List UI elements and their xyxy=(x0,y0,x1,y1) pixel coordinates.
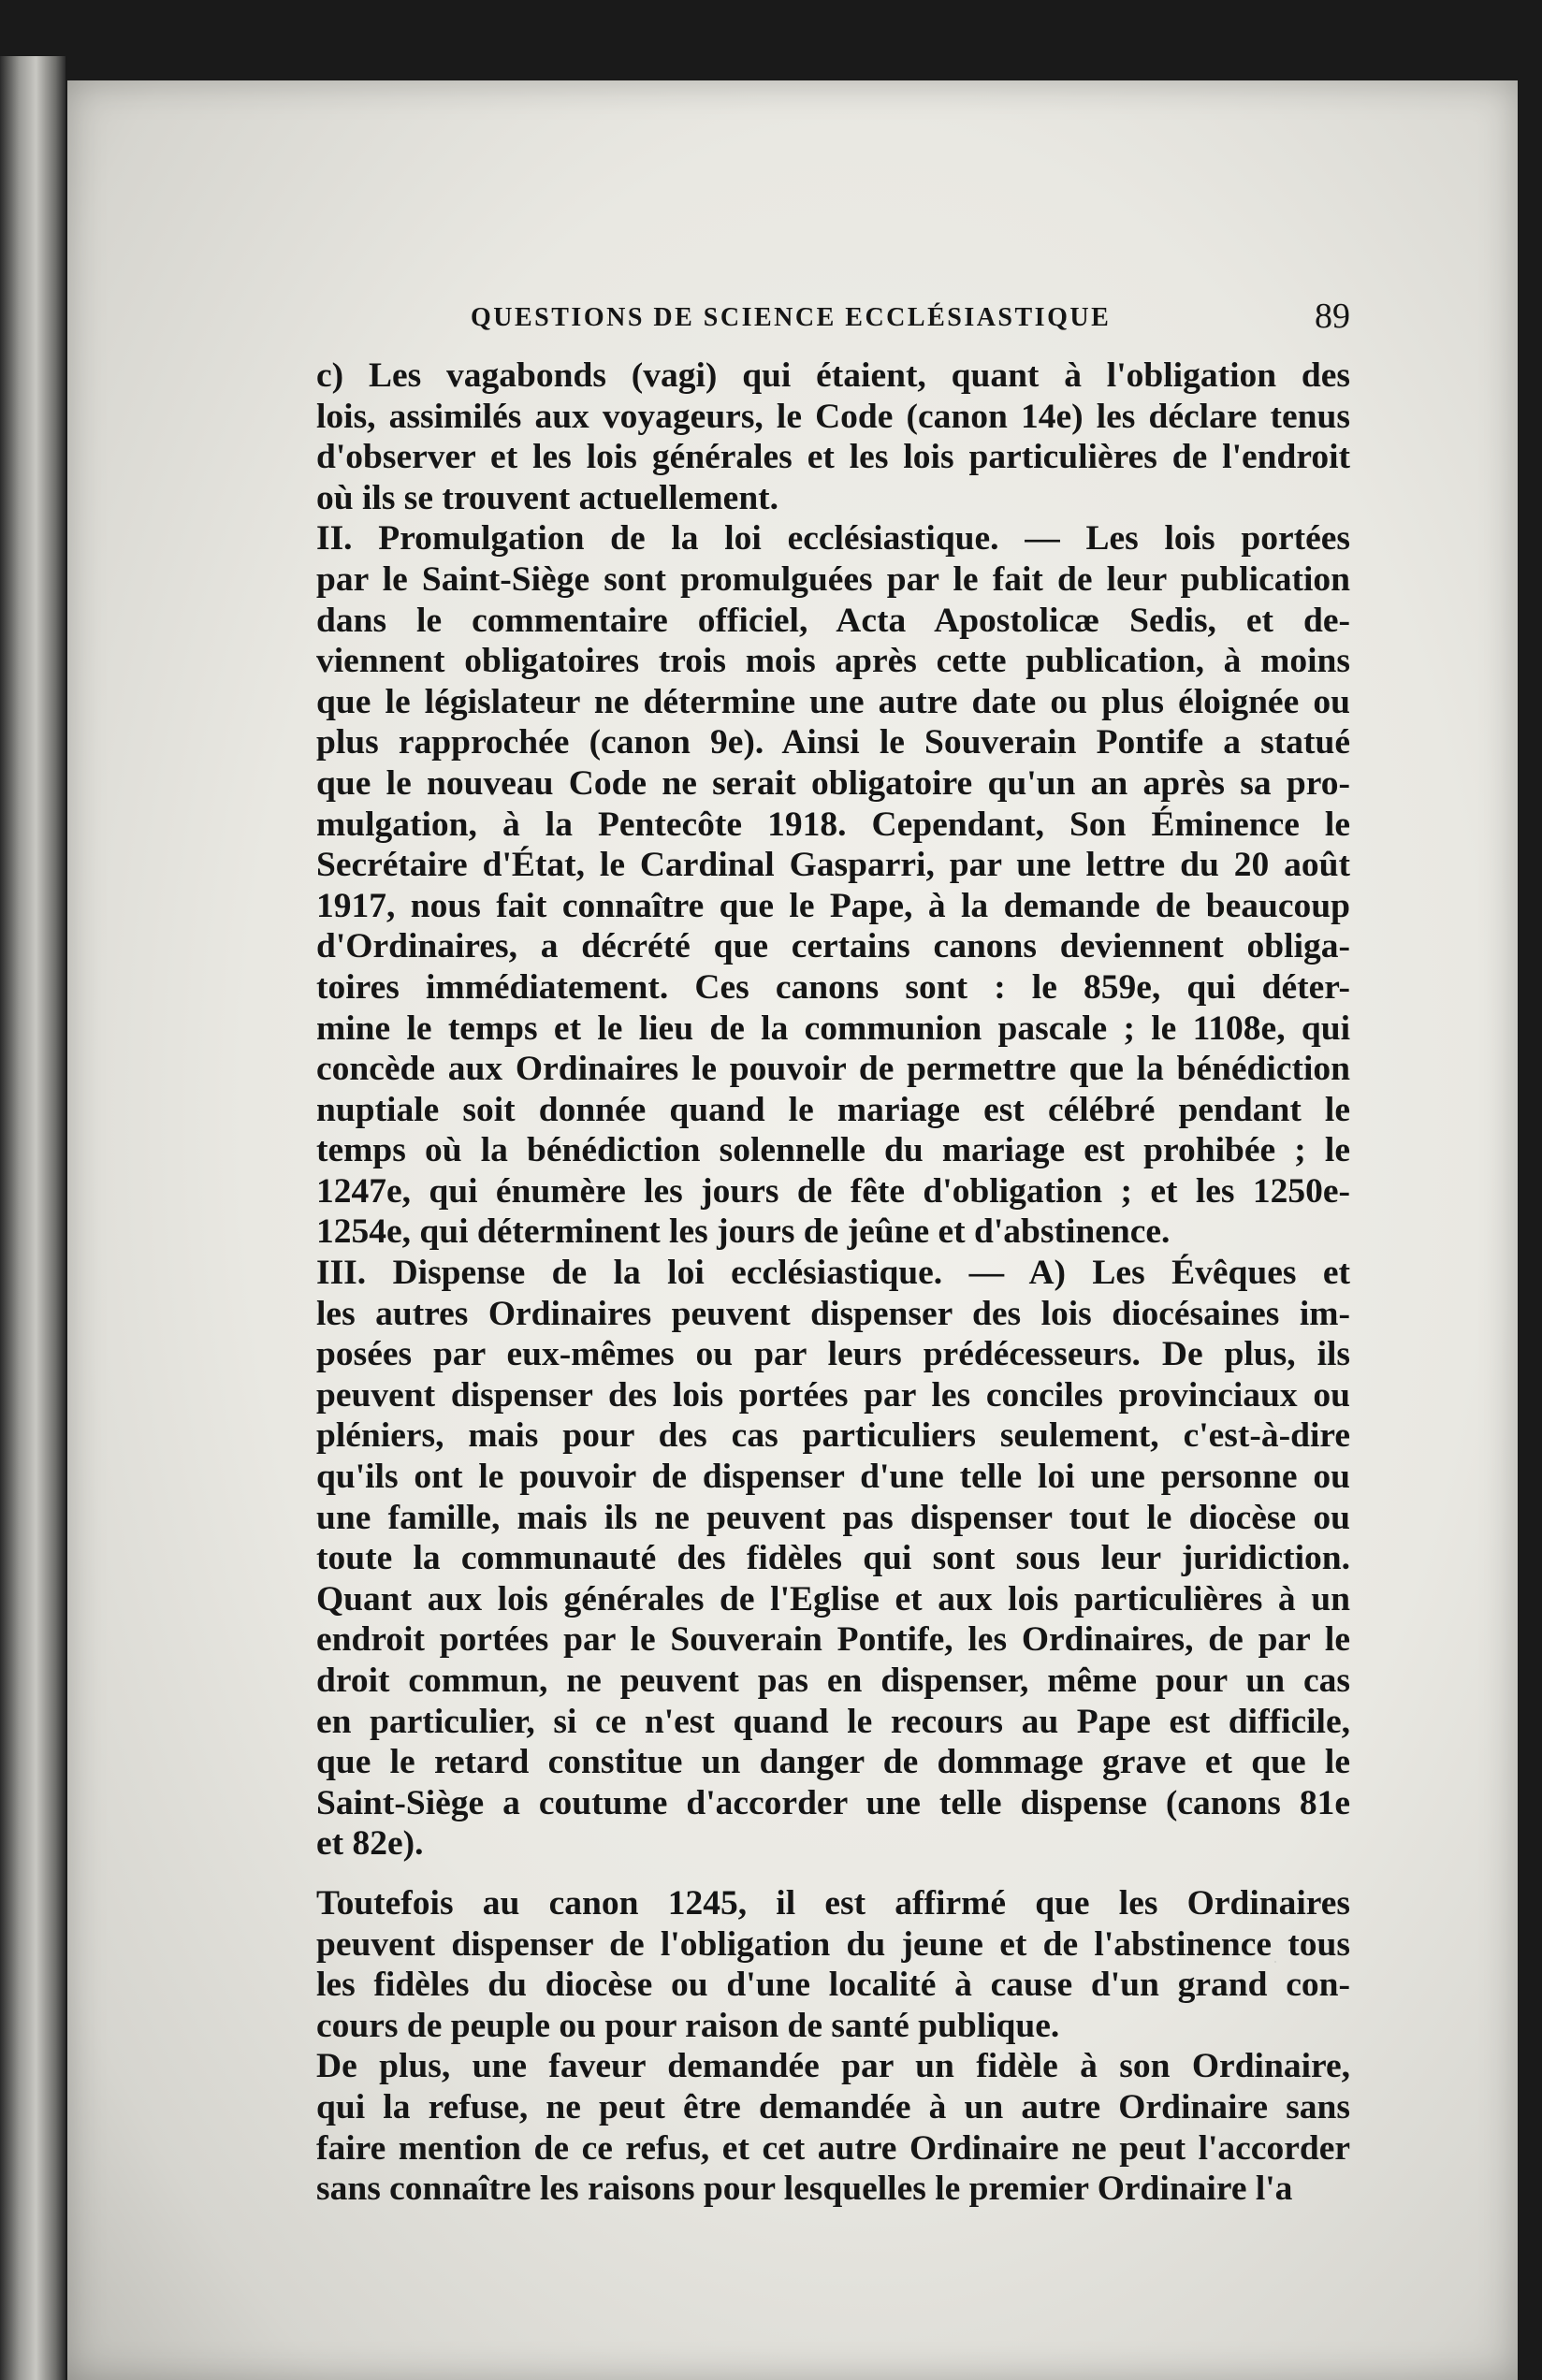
text-line: Quant aux lois générales de l'Eglise et aux lois particulières à un xyxy=(316,1579,1350,1618)
text-line: cours de peuple ou pour raison de santé publique. xyxy=(316,2006,1060,2045)
text-line: sans connaître les raisons pour lesquelles le premier Ordinaire l'a xyxy=(316,2170,1293,2209)
page-header xyxy=(265,296,1350,342)
text-line: les autres Ordinaires peuvent dispenser des lois diocésaines im- xyxy=(316,1294,1350,1333)
paragraph xyxy=(265,2046,1350,2209)
text-line: II. Promulgation de la loi ecclésiastique. — Les lois portées xyxy=(316,519,1350,559)
running-head: QUESTIONS DE SCIENCE ECCLÉSIASTIQUE xyxy=(471,303,1112,332)
text-line: faire mention de ce refus, et cet autre Ordinaire ne peut l'accorder xyxy=(316,2128,1350,2168)
text-line: par le Saint-Siège sont promulguées par le fait de leur publication xyxy=(316,559,1350,599)
text-line: en particulier, si ce n'est quand le recours au Pape est difficile, xyxy=(316,1702,1350,1741)
paragraph xyxy=(265,1883,1350,2046)
text-line: d'Ordinaires, a décrété que certains canons deviennent obliga- xyxy=(316,927,1350,966)
text-line: 1254e, qui déterminent les jours de jeûne et d'abstinence. xyxy=(316,1212,1171,1252)
text-line: pléniers, mais pour des cas particuliers seulement, c'est-à-dire xyxy=(316,1416,1350,1456)
text-line: peuvent dispenser de l'obligation du jeune et de l'abstinence tous xyxy=(316,1924,1350,1964)
body-text xyxy=(265,356,1350,2210)
text-line: une famille, mais ils ne peuvent pas dispenser tout le diocèse ou xyxy=(316,1498,1350,1537)
text-line: temps où la bénédiction solennelle du mariage est prohibée ; le xyxy=(316,1131,1350,1170)
adjacent-page-edge xyxy=(0,56,65,2380)
text-line: viennent obligatoires trois mois après cette publication, à moins xyxy=(316,642,1350,681)
text-line: posées par eux-mêmes ou par leurs prédécesseurs. De plus, ils xyxy=(316,1335,1350,1374)
text-line: Toutefois au canon 1245, il est affirmé que les Ordinaires xyxy=(316,1883,1350,1923)
text-line: où ils se trouvent actuellement. xyxy=(316,478,779,517)
text-line: que le retard constitue un danger de dommage grave et que le xyxy=(316,1743,1350,1782)
text-line: mulgation, à la Pentecôte 1918. Cependant, Son Éminence le xyxy=(316,805,1350,844)
text-line: droit commun, ne peuvent pas en dispenser, même pour un cas xyxy=(316,1662,1350,1700)
page-number: 89 xyxy=(1315,297,1350,336)
text-line: que le législateur ne détermine une autre date ou plus éloignée ou xyxy=(316,682,1350,721)
text-line: peuvent dispenser des lois portées par les conciles provinciaux ou xyxy=(316,1375,1350,1415)
text-line: que le nouveau Code ne serait obligatoire qu'un an après sa pro- xyxy=(316,763,1350,803)
text-line: De plus, une faveur demandée par un fidèle à son Ordinaire, xyxy=(316,2047,1350,2086)
text-line: d'observer et les lois générales et les lois particulières de l'endroit xyxy=(316,438,1350,477)
text-line: mine le temps et le lieu de la communion pascale ; le 1108e, qui xyxy=(316,1009,1350,1048)
text-line: c) Les vagabonds (vagi) qui étaient, quant à l'obligation des xyxy=(316,356,1350,395)
text-line: 1247e, qui énumère les jours de fête d'obligation ; et les 1250e- xyxy=(316,1171,1350,1211)
text-line: les fidèles du diocèse ou d'une localité à cause d'un grand con- xyxy=(316,1966,1350,2005)
text-line: qu'ils ont le pouvoir de dispenser d'une telle loi une personne ou xyxy=(316,1458,1350,1497)
page-content xyxy=(265,296,1350,2210)
text-line: 1917, nous fait connaître que le Pape, à la demande de beaucoup xyxy=(316,886,1350,925)
text-line: dans le commentaire officiel, Acta Apostolicæ Sedis, et de- xyxy=(316,601,1350,640)
text-line: toute la communauté des fidèles qui sont sous leur juridiction. xyxy=(316,1539,1350,1578)
text-line: plus rapprochée (canon 9e). Ainsi le Souverain Pontife a statué xyxy=(316,723,1350,762)
text-line: Saint-Siège a coutume d'accorder une telle dispense (canons 81e xyxy=(316,1783,1350,1822)
paragraph xyxy=(265,518,1350,1253)
text-line: lois, assimilés aux voyageurs, le Code (canon 14e) les déclare tenus xyxy=(316,397,1350,436)
text-line: III. Dispense de la loi ecclésiastique. — A) Les Évêques et xyxy=(316,1254,1350,1293)
text-line: concède aux Ordinaires le pouvoir de permettre que la bénédiction xyxy=(316,1050,1350,1089)
text-line: nuptiale soit donnée quand le mariage est célébré pendant le xyxy=(316,1090,1350,1129)
text-line: qui la refuse, ne peut être demandée à un autre Ordinaire sans xyxy=(316,2087,1350,2126)
text-line: toires immédiatement. Ces canons sont : le 859e, qui déter- xyxy=(316,967,1350,1007)
paragraph xyxy=(265,1253,1350,1865)
text-line: endroit portées par le Souverain Pontife, les Ordinaires, de par le xyxy=(316,1620,1350,1660)
paragraph-gap xyxy=(265,1865,1350,1883)
text-line: Secrétaire d'État, le Cardinal Gasparri, par une lettre du 20 août xyxy=(316,846,1350,885)
paragraph xyxy=(265,356,1350,518)
text-line: et 82e). xyxy=(316,1824,424,1864)
